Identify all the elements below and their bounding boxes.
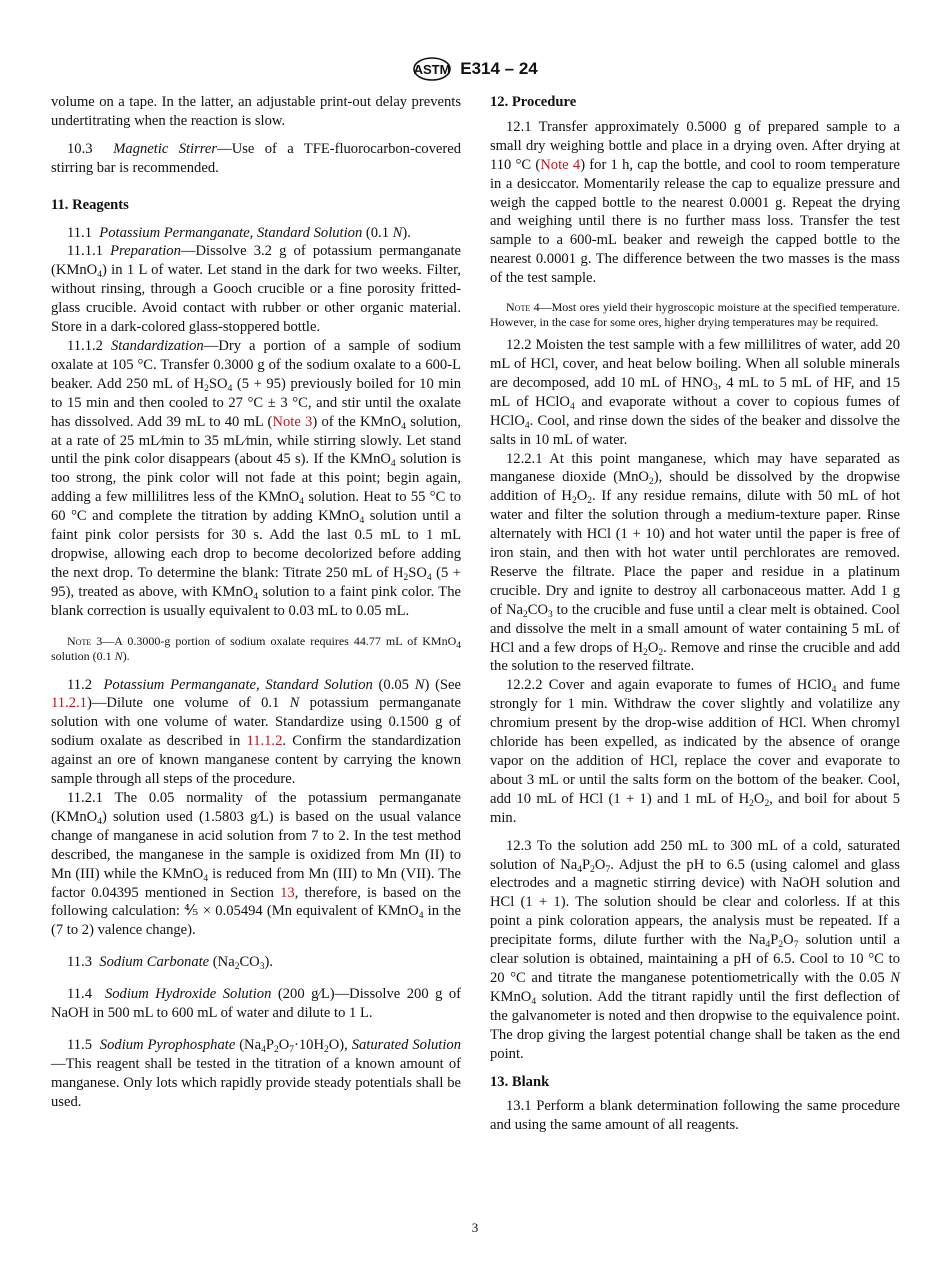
link-11-1-2[interactable]: 11.1.2	[246, 733, 283, 750]
heading-procedure: 12. Procedure	[490, 94, 577, 110]
link-section-13[interactable]: 13	[280, 884, 295, 901]
section-11-1: 11.1 Potassium Permanganate, Standard Solution (0.1 N).	[67, 224, 411, 241]
link-note-3[interactable]: Note 3	[272, 413, 313, 430]
note-4: Note 4—Most ores yield their hygroscopic moisture at the specified temperature. However, in the case for some ores, higher drying temperatures may be required.	[490, 300, 900, 330]
svg-text:ASTM: ASTM	[413, 62, 451, 77]
section-11-4: 11.4 Sodium Hydroxide Solution (200 g⁄L)—Dissolve 200 g of NaOH in 500 mL to 600 mL of water and dilute to 1 L.	[51, 986, 462, 1022]
link-note-4[interactable]: Note 4	[540, 156, 581, 173]
astm-logo-icon	[412, 56, 452, 82]
section-12-2-1: 12.2.1 At this point manganese, which may have separated as manganese dioxide (MnO$_2$), should be dissolved by the dropwise addition of $H_2O_2$. If any residue remains, dilute with 50 mL of hot water and filter the solution through a medium-texture paper. Rinse alternately with HCl (1 + 10) and hot water until the paper is free of iron stain, and then with hot water until perchlorates are removed. Reserve the filtrate. Place the paper and residue in a platinum crucible. Dry and ignite to destroy all carbonaceous matter. Add 1 g of $Na_2CO_3$ to the crucible and fuse until a clear melt is obtained. Cool and dissolve the melt in a small amount of water containing 5 mL of HCl and a few drops of $H_2O_2$. Remove and rinse the crucible and add the solution to the reserved filtrate.	[490, 450, 901, 675]
section-12-1: 12.1 Transfer approximately 0.5000 g of prepared sample to a small dry weighing bottle and place in a drying oven. After drying at 110 °C (Note 4) for 1 h, cap the bottle, and cool to room temperature in a desiccator. Momentarily release the cap to equalize pressure and weigh the capped bottle to the nearest 0.0001 g. Repeat the drying and weighing until there is no further mass loss. Transfer the test sample to a 600-mL beaker and reweigh the capped bottle to the nearest 0.0001 g. The difference between the two masses is the mass of the test sample.	[490, 118, 900, 287]
section-13-1: 13.1 Perform a blank determination following the same procedure and using the same amount of all reagents.	[490, 1098, 900, 1134]
page-header	[0, 56, 950, 87]
left-column	[51, 93, 461, 1112]
right-column	[490, 93, 900, 1135]
section-11-1-1: 11.1.1 Preparation—Dissolve 3.2 g of potassium permanganate (KMnO$_4$) in 1 L of water. Let stand in the dark for two weeks. Filter, without rinsing, through a Gooch crucible or a fine porosity fritted-glass crucible. Avoid contact with rubber or other organic material. Store in a dark-colored glass-stoppered bottle.	[51, 243, 461, 336]
section-10-3: 10.3 Magnetic Stirrer—Use of a TFE-fluorocarbon-covered stirring bar is recommended.	[51, 140, 462, 176]
page-number: 3	[471, 1220, 479, 1235]
section-12-2-2: 12.2.2 Cover and again evaporate to fumes of HClO$_4$ and fume strongly for 1 min. Withdraw the cover slightly and volatilize any chromium present by the drop-wise addition of HCl. When chromyl chloride has been expelled, as indicated by the absence of orange vapor on the addition of HCl, replace the cover and evaporate to about 3 mL or until the salts form on the bottom of the beaker. Cool, add 10 mL of HCl (1 + 1) and 1 mL of $H_2O_2$, and boil for about 5 min.	[490, 677, 900, 826]
heading-blank: 13. Blank	[490, 1073, 550, 1090]
heading-reagents: 11. Reagents	[51, 196, 129, 213]
section-12-2: 12.2 Moisten the test sample with a few millilitres of water, add 20 mL of HCl, cover, and heat below boiling. When all soluble minerals are decomposed, add 10 mL of $HNO_3$, 4 mL to 5 mL of HF, and 15 mL of HClO$_4$ and evaporate without a cover to copious fumes of HClO$_4$. Cool, and rinse down the sides of the beaker and dissolve the salts in 10 mL of water.	[490, 337, 900, 448]
section-11-2-1: 11.2.1 The 0.05 normality of the potassium permanganate (KMnO$_4$) solution used (1.5803 g⁄L) is based on the usual valance change of manganese in acid solution from 7 to 2. In the test method described, the manganese in the sample is oxidized from Mn (II) to Mn (III) while the KMnO$_4$ is reduced from Mn (III) to Mn (VII). The factor 0.04395 mentioned in Section 13, therefore, is based on the following calculation: ⅘ × 0.05494 (Mn equivalent of KMnO$_4$ in the (7 to 2) valence change).	[51, 790, 461, 939]
section-11-5: 11.5 Sodium Pyrophosphate $(Na_4P_2O_7\cdot 10H_2O)$, Saturated Solution—This reagent shall be tested in the titration of a known amount of manganese. Only lots which rapidly provide steady potentials shall be used.	[51, 1036, 461, 1110]
document-id: E314 – 24	[460, 59, 538, 78]
link-11-2-1[interactable]: 11.2.1	[51, 695, 87, 712]
section-11-1-2: 11.1.2 Standardization—Dry a portion of a sample of sodium oxalate at 105 °C. Transfer 0.3000 g of the sodium oxalate to a 600-L beaker. Add 250 mL of $H_2SO_4$ (5 + 95) previously boiled for 10 min to 15 min and then cooled to 27 °C ± 3 °C, and stir until the oxalate has dissolved. Add 39 mL to 40 mL (Note 3) of the KMnO$_4$ solution, at a rate of 25 mL⁄min to 35 mL⁄min, while stirring slowly. Let stand until the pink color disappears (about 45 s). If the KMnO$_4$ solution is too strong, the pink color will not fade at this point; begin again, adding a few millilitres less of the KMnO$_4$ solution. Heat to 55 °C to 60 °C and complete the titration by adding KMnO$_4$ solution until a faint pink color persists for 30 s. Add the last 0.5 mL to 1 mL dropwise, allowing each drop to become decolorized before adding the next drop. To determine the blank: Titrate 250 mL of $H_2SO_4$ (5 + 95), treated as above, with KMnO$_4$ solution to a faint pink color. The blank correction is usually equivalent to 0.03 mL to 0.05 mL.	[51, 337, 462, 619]
section-12-3: 12.3 To the solution add 250 mL to 300 mL of a cold, saturated solution of $Na_4P_2O_7$. Adjust the pH to 6.5 (using calomel and glass electrodes and a magnetic stirring device) with NaOH solution and HCl (1 + 1). The solution should be clear and colorless. If at this point a pink coloration appears, the analysis must be repeated. If a precipitate forms, dilute further with the $Na_4P_2O_7$ solution until a clear solution is obtained, maintaining a pH of 6.5. Cool to 10 °C to 20 °C and titrate the manganese potentiometrically with the 0.05 N KMnO$_4$ solution. Add the titrant rapidly until the first deflection of the galvanometer is noted and then dropwise to the equivalence point. The drop giving the largest potential change shall be taken as the end point.	[490, 837, 900, 1062]
note-3: Note 3—A 0.3000-g portion of sodium oxalate requires 44.77 mL of KMnO$_4$ solution (0.1 N).	[51, 633, 461, 663]
section-11-2: 11.2 Potassium Permanganate, Standard Solution (0.05 N) (See 11.2.1)—Dilute one volume of 0.1 N potassium permanganate solution with one volume of water. Standardize using 0.1500 g of sodium oxalate as described in 11.1.2. Confirm the standardization against an ore of known manganese content by carrying the known sample through all steps of the procedure.	[51, 676, 462, 788]
section-11-3: 11.3 Sodium Carbonate $(Na_2CO_3)$.	[67, 954, 273, 973]
paragraph-continued: volume on a tape. In the latter, an adjustable print-out delay prevents undertitrating when the reaction is slow.	[51, 94, 461, 129]
